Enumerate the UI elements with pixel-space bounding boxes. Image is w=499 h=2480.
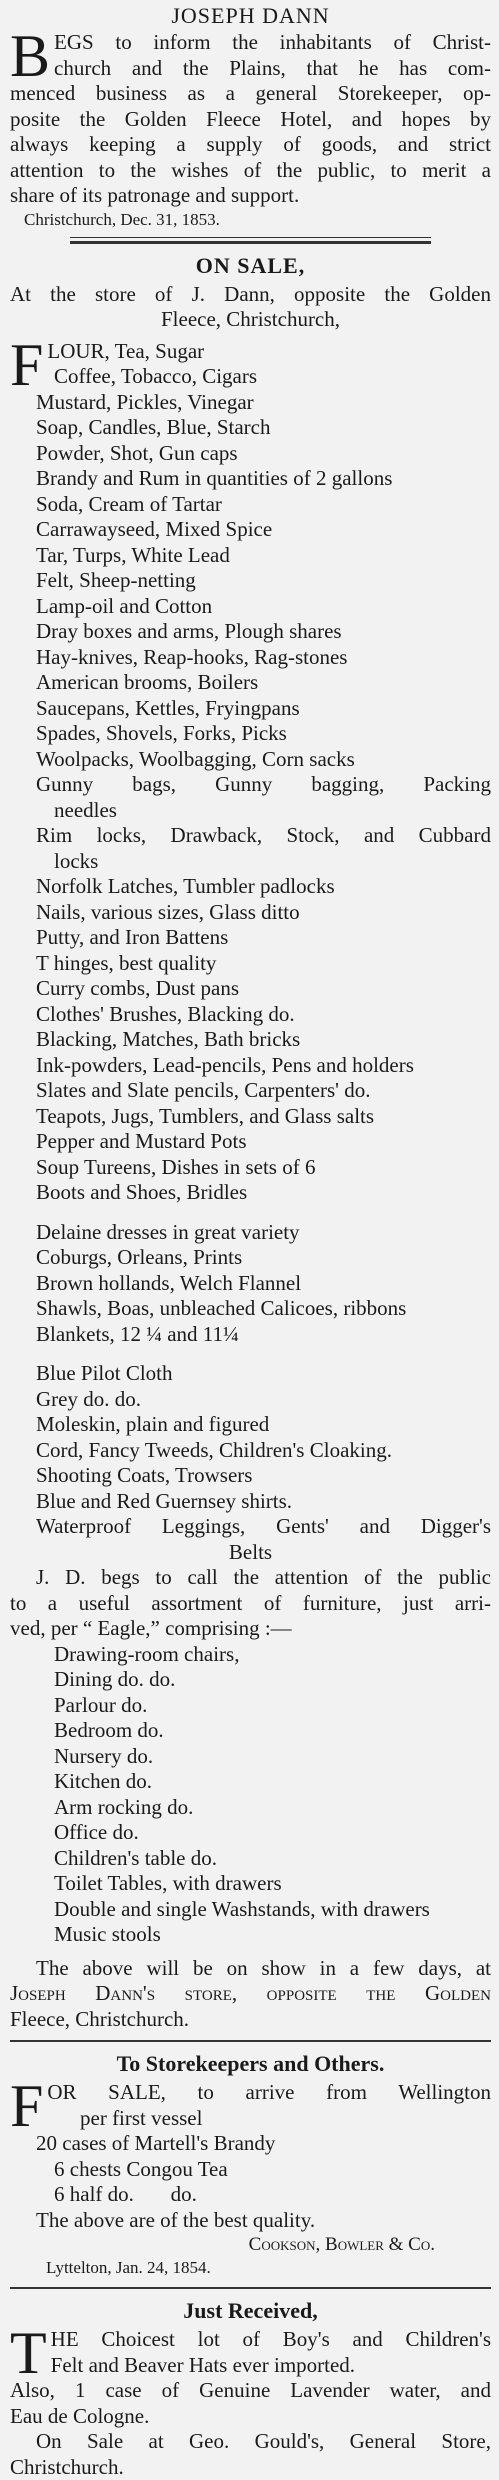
notice-line: J. D. begs to call the attention of the public <box>10 1565 491 1591</box>
body-line: Christchurch. <box>10 2455 491 2480</box>
notice-line: Fleece, Christchurch. <box>10 2007 491 2033</box>
list-item: Double and single Washstands, with drawers <box>10 1897 491 1923</box>
divider <box>10 2287 491 2289</box>
list-item: Belts <box>10 1540 491 1566</box>
body-line: church and the Plains, that he has com- <box>10 56 491 82</box>
body-line: HE Choicest lot of Boy's and Children's <box>10 2327 491 2353</box>
notice-line: to a useful assortment of furniture, just arri- <box>10 1591 491 1617</box>
clothing-list <box>10 1361 491 1565</box>
spacer <box>10 1347 491 1361</box>
list-item: LOUR, Tea, Sugar <box>10 339 491 365</box>
newspaper-column <box>0 2 499 2364</box>
list-item: Toilet Tables, with drawers <box>10 1871 491 1897</box>
list-item: Delaine dresses in great variety <box>10 1220 491 1246</box>
body-line: The above are of the best quality. <box>10 2208 491 2234</box>
list-item: 20 cases of Martell's Brandy <box>10 2131 491 2157</box>
list-item: Ink-powders, Lead-pencils, Pens and holders <box>10 1053 491 1079</box>
list-item: Waterproof Leggings, Gents' and Digger's <box>10 1514 491 1540</box>
list-item: Arm rocking do. <box>10 1795 491 1821</box>
list-item: Brandy and Rum in quantities of 2 gallons <box>10 466 491 492</box>
divider <box>70 237 431 244</box>
drop-capital: F <box>10 2082 43 2130</box>
list-item: Nursery do. <box>10 1744 491 1770</box>
advert-on-sale <box>10 250 491 2033</box>
list-item: Blue and Red Guernsey shirts. <box>10 1489 491 1515</box>
intro-line: Fleece, Christchurch, <box>10 307 491 333</box>
advert-title: JOSEPH DANN <box>10 2 491 30</box>
list-item: Woolpacks, Woolbagging, Corn sacks <box>10 747 491 773</box>
advert-storekeepers <box>10 2048 491 2279</box>
body-line: share of its patronage and support. <box>10 183 491 209</box>
advert-body <box>10 2327 491 2378</box>
spacer <box>10 1206 491 1220</box>
divider <box>10 2040 491 2042</box>
advert-heading: To Storekeepers and Others. <box>10 2048 491 2080</box>
list-item: Boots and Shoes, Bridles <box>10 1180 491 1206</box>
dateline: Christchurch, Dec. 31, 1853. <box>10 209 491 231</box>
list-item: Blankets, 12 ¼ and 11¼ <box>10 1322 491 1348</box>
drop-capital: F <box>10 341 43 389</box>
list-item: Blue Pilot Cloth <box>10 1361 491 1387</box>
notice-line: ved, per “ Eagle,” comprising :— <box>10 1616 491 1642</box>
drapery-list <box>10 1220 491 1348</box>
list-item: Tar, Turps, White Lead <box>10 543 491 569</box>
list-item: Soda, Cream of Tartar <box>10 492 491 518</box>
list-item: Lamp-oil and Cotton <box>10 594 491 620</box>
list-item: Spades, Shovels, Forks, Picks <box>10 721 491 747</box>
list-item: Shooting Coats, Trowsers <box>10 1463 491 1489</box>
advert-body <box>10 2080 491 2131</box>
list-item: Music stools <box>10 1922 491 1948</box>
list-item: Coburgs, Orleans, Prints <box>10 1245 491 1271</box>
advert-heading: ON SALE, <box>10 250 491 282</box>
body-line: Eau de Cologne. <box>10 2404 491 2430</box>
advert-joseph-dann <box>10 2 491 231</box>
list-item: Mustard, Pickles, Vinegar <box>10 390 491 416</box>
list-item: Powder, Shot, Gun caps <box>10 441 491 467</box>
goods-list <box>10 339 491 390</box>
list-item: Nails, various sizes, Glass ditto <box>10 900 491 926</box>
list-item: Pepper and Mustard Pots <box>10 1129 491 1155</box>
list-item: Norfolk Latches, Tumbler padlocks <box>10 874 491 900</box>
intro-line: At the store of J. Dann, opposite the Golden <box>10 282 491 308</box>
list-item: Rim locks, Drawback, Stock, and Cubbard <box>10 823 491 849</box>
list-item: Parlour do. <box>10 1693 491 1719</box>
list-item: Blacking, Matches, Bath bricks <box>10 1027 491 1053</box>
advert-body <box>10 30 491 209</box>
list-item: Saucepans, Kettles, Fryingpans <box>10 696 491 722</box>
dateline: Lyttelton, Jan. 24, 1854. <box>10 2257 491 2279</box>
closing-notice <box>10 1956 491 2033</box>
body-line: OR SALE, to arrive from Wellington <box>10 2080 491 2106</box>
list-item: Shawls, Boas, unbleached Calicoes, ribbons <box>10 1296 491 1322</box>
list-item: Slates and Slate pencils, Carpenters' do. <box>10 1078 491 1104</box>
list-item: Soup Tureens, Dishes in sets of 6 <box>10 1155 491 1181</box>
list-item: Children's table do. <box>10 1846 491 1872</box>
notice-line: The above will be on show in a few days, at <box>10 1956 491 1982</box>
list-item: Felt, Sheep-netting <box>10 568 491 594</box>
furniture-notice <box>10 1565 491 1642</box>
list-item: Coffee, Tobacco, Cigars <box>10 364 491 390</box>
list-item: Grey do. do. <box>10 1387 491 1413</box>
list-item: Hay-knives, Reap-hooks, Rag-stones <box>10 645 491 671</box>
list-item: Clothes' Brushes, Blacking do. <box>10 1002 491 1028</box>
goods-list-continued <box>10 390 491 1206</box>
body-line: On Sale at Geo. Gould's, General Store, <box>10 2429 491 2455</box>
list-item: needles <box>10 798 491 824</box>
signature: Cookson, Bowler & Co. <box>10 2233 491 2257</box>
list-item: Brown hollands, Welch Flannel <box>10 1271 491 1297</box>
body-line: attention to the wishes of the public, to merit a <box>10 158 491 184</box>
body-line: posite the Golden Fleece Hotel, and hopes by <box>10 107 491 133</box>
notice-line: Joseph Dann's store, opposite the Golden <box>10 1981 491 2007</box>
list-item: Curry combs, Dust pans <box>10 976 491 1002</box>
list-item: Gunny bags, Gunny bagging, Packing <box>10 772 491 798</box>
list-item: Dining do. do. <box>10 1667 491 1693</box>
list-item: Drawing-room chairs, <box>10 1642 491 1668</box>
list-item: Office do. <box>10 1820 491 1846</box>
spacer <box>10 1948 491 1956</box>
advert-heading: Just Received, <box>10 2295 491 2327</box>
list-item: Teapots, Jugs, Tumblers, and Glass salts <box>10 1104 491 1130</box>
body-line: EGS to inform the inhabitants of Christ- <box>10 30 491 56</box>
list-item: Cord, Fancy Tweeds, Children's Cloaking. <box>10 1438 491 1464</box>
body-line: Felt and Beaver Hats ever imported. <box>10 2353 491 2379</box>
body-line: always keeping a supply of goods, and strict <box>10 132 491 158</box>
list-item: Carrawayseed, Mixed Spice <box>10 517 491 543</box>
list-item: Dray boxes and arms, Plough shares <box>10 619 491 645</box>
body-line: menced business as a general Storekeeper, op- <box>10 81 491 107</box>
list-item: Soap, Candles, Blue, Starch <box>10 415 491 441</box>
list-item: Kitchen do. <box>10 1769 491 1795</box>
furniture-list <box>10 1642 491 1948</box>
list-item: 6 chests Congou Tea <box>10 2157 491 2183</box>
drop-capital: T <box>10 2329 47 2377</box>
list-item: American brooms, Boilers <box>10 670 491 696</box>
list-item: Moleskin, plain and figured <box>10 1412 491 1438</box>
list-item: locks <box>10 849 491 875</box>
list-item: T hinges, best quality <box>10 951 491 977</box>
body-line: per first vessel <box>10 2106 491 2132</box>
advert-just-received <box>10 2295 491 2480</box>
list-item: 6 half do. do. <box>10 2182 491 2208</box>
body-line: Also, 1 case of Genuine Lavender water, and <box>10 2378 491 2404</box>
drop-capital: B <box>10 32 50 80</box>
list-item: Bedroom do. <box>10 1718 491 1744</box>
list-item: Putty, and Iron Battens <box>10 925 491 951</box>
